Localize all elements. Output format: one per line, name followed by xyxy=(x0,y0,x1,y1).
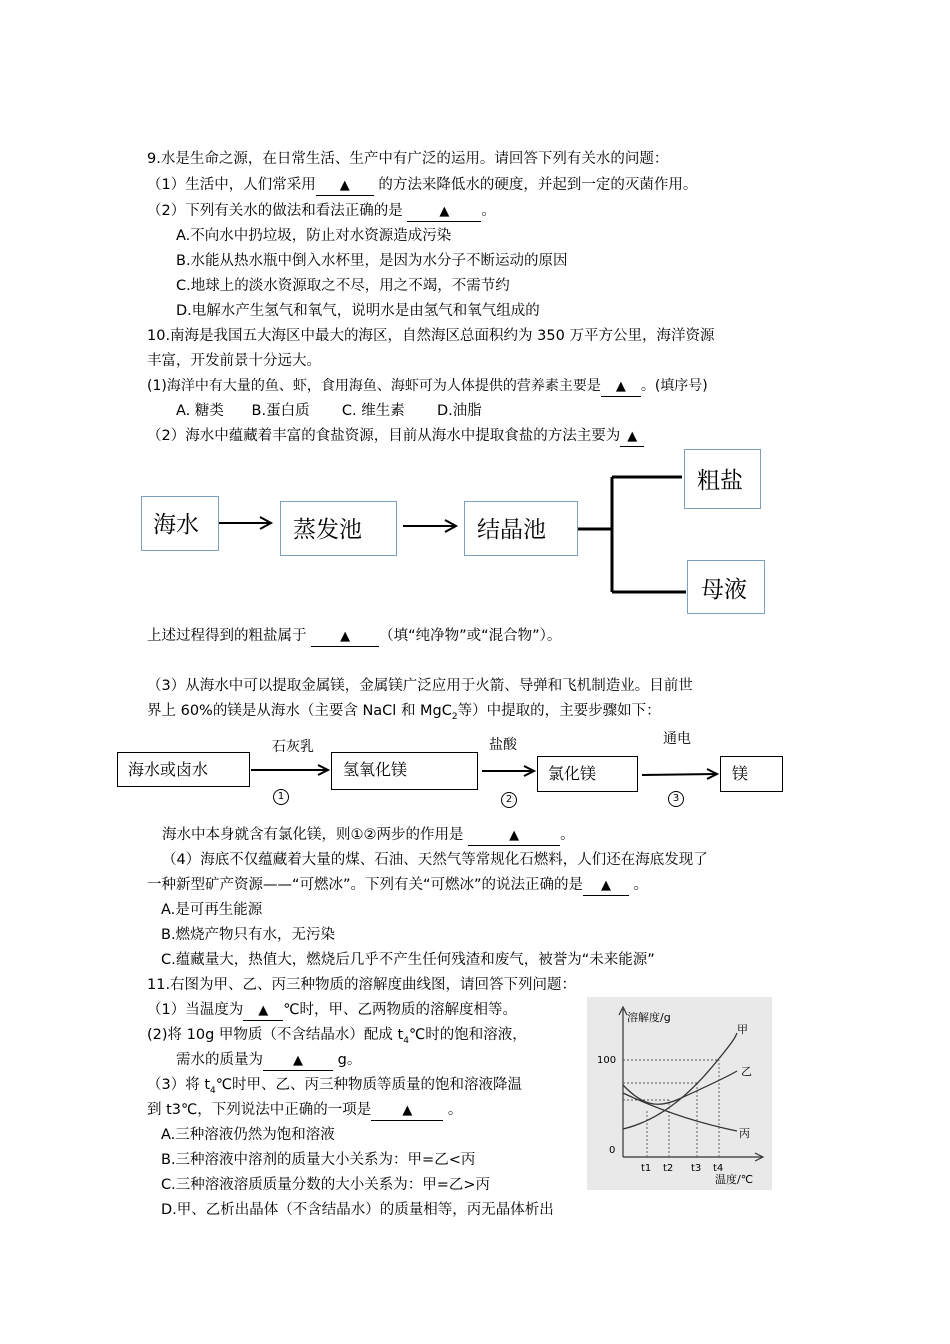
reagent-lime-milk: 石灰乳 xyxy=(272,739,314,755)
q9-option-d: D.电解水产生氢气和氧气，说明水是由氢气和氧气组成的 xyxy=(176,303,540,319)
x-axis-label: 温度/℃ xyxy=(715,1173,754,1186)
step-3-marker: 3 xyxy=(668,791,684,807)
solubility-curve-svg xyxy=(587,997,772,1190)
q9-option-c: C.地球上的淡水资源取之不尽，用之不竭，不需节约 xyxy=(176,278,510,294)
q9-stem: 9.水是生命之源，在日常生活、生产中有广泛的运用。请回答下列有关水的问题： xyxy=(147,151,669,167)
mg-box-magnesium: 镁 xyxy=(720,756,783,792)
q10-part4-option-c: C.蕴藏量大，热值大，燃烧后几乎不产生任何残渣和废气，被誉为“未来能源” xyxy=(161,952,655,968)
q10-part4-line2: 一种新型矿产资源——“可燃冰”。下列有关“可燃冰”的说法正确的是 ▲ 。 xyxy=(147,875,648,896)
y-axis-label: 溶解度/g xyxy=(627,1011,671,1024)
answer-blank-q11-1[interactable]: ▲ xyxy=(243,1001,283,1021)
q10-part4-line1: （4）海底不仅蕴藏着大量的煤、石油、天然气等常规化石燃料，人们还在海底发现了 xyxy=(162,852,708,868)
q10-part4-option-b: B.燃烧产物只有水，无污染 xyxy=(161,927,336,943)
q11-option-d: D.甲、乙析出晶体（不含结晶水）的质量相等，丙无晶体析出 xyxy=(161,1202,554,1218)
answer-blank-q10-2b[interactable]: ▲ xyxy=(311,627,379,647)
mg-box-seawater: 海水或卤水 xyxy=(117,752,250,787)
series-label-bing: 丙 xyxy=(739,1127,750,1140)
tick-t4: t4 xyxy=(713,1163,724,1174)
q11-option-c: C.三种溶液溶质质量分数的大小关系为：甲=乙>丙 xyxy=(161,1177,491,1193)
q9-part2: （2）下列有关水的做法和看法正确的是 ▲ 。 xyxy=(147,201,496,222)
q11-option-b: B.三种溶液中溶剂的质量大小关系为：甲=乙<丙 xyxy=(161,1152,476,1168)
flow-box-crude-salt: 粗盐 xyxy=(684,449,761,509)
q10-part3-line1: （3）从海水中可以提取金属镁，金属镁广泛应用于火箭、导弹和飞机制造业。目前世 xyxy=(147,678,693,694)
q11-part1: （1）当温度为 ▲ ℃时，甲、乙两物质的溶解度相等。 xyxy=(147,1000,517,1021)
reagent-electrolysis: 通电 xyxy=(663,731,691,747)
q10-stem-line2: 丰富，开发前景十分远大。 xyxy=(147,353,321,369)
tick-t2: t2 xyxy=(663,1163,674,1174)
q10-stem-line1: 10.南海是我国五大海区中最大的海区，自然海区总面积约为 350 万平方公里，海洋资源 xyxy=(147,328,715,344)
answer-blank-q10-4[interactable]: ▲ xyxy=(583,876,629,896)
q10-part2b: 上述过程得到的粗盐属于 ▲ （填“纯净物”或“混合物”）。 xyxy=(147,626,561,647)
tick-t1: t1 xyxy=(641,1163,652,1174)
q9-option-a: A.不向水中扔垃圾，防止对水资源造成污染 xyxy=(176,228,452,244)
q9-part1: （1）生活中，人们常采用 ▲ 的方法来降低水的硬度，并起到一定的灭菌作用。 xyxy=(147,175,697,196)
series-label-yi: 乙 xyxy=(741,1065,752,1078)
q10-part3b: 海水中本身就含有氯化镁，则①②两步的作用是 ▲ 。 xyxy=(162,825,575,846)
q11-part2-line1: (2)将 10g 甲物质（不含结晶水）配成 $t_4℃$时的饱和溶液， xyxy=(147,1027,527,1046)
q10-part2: （2）海水中蕴藏着丰富的食盐资源，目前从海水中提取食盐的方法主要为 ▲ xyxy=(147,426,644,447)
answer-blank-q11-3[interactable]: ▲ xyxy=(371,1101,443,1121)
q10-part4-option-a: A.是可再生能源 xyxy=(161,902,263,918)
answer-blank-q10-1[interactable]: ▲ xyxy=(601,377,641,397)
flow-box-seawater: 海水 xyxy=(141,496,219,551)
q10-part1: (1)海洋中有大量的鱼、虾，食用海鱼、海虾可为人体提供的营养素主要是 ▲ 。(填序号) xyxy=(147,376,708,397)
answer-blank-q9-1[interactable]: ▲ xyxy=(316,176,374,196)
tick-t3: t3 xyxy=(691,1163,702,1174)
flow-box-mother-liquor: 母液 xyxy=(687,560,765,614)
mg-box-mg-chloride: 氯化镁 xyxy=(537,756,638,792)
answer-blank-q9-2[interactable]: ▲ xyxy=(407,202,481,222)
q11-option-a: A.三种溶液仍然为饱和溶液 xyxy=(161,1127,335,1143)
q10-part1-options: A. 糖类 B.蛋白质 C. 维生素 D.油脂 xyxy=(176,403,482,419)
q11-part2-line2: 需水的质量为 ▲ g。 xyxy=(176,1050,361,1071)
q11-part3-line2: 到 t3℃，下列说法中正确的一项是 ▲ 。 xyxy=(147,1100,462,1121)
step-1-marker: 1 xyxy=(273,789,289,805)
flow-box-evaporation-pond: 蒸发池 xyxy=(280,501,397,556)
reagent-hydrochloric-acid: 盐酸 xyxy=(489,737,517,753)
answer-blank-q11-2[interactable]: ▲ xyxy=(263,1051,333,1071)
arrow-step3 xyxy=(642,774,716,775)
tick-100: 100 xyxy=(597,1055,617,1066)
q10-part3-line2: 界上 60%的镁是从海水（主要含 NaCl 和 MgC$_2$等）中提取的，主要步骤如下： xyxy=(147,703,661,722)
q11-part3-line1: （3）将 $t_4℃$时甲、乙、丙三种物质等质量的饱和溶液降温 xyxy=(147,1077,523,1096)
step-2-marker: 2 xyxy=(501,792,517,808)
q9-option-b: B.水能从热水瓶中倒入水杯里，是因为水分子不断运动的原因 xyxy=(176,253,568,269)
curve-jia xyxy=(623,1033,737,1129)
flow-box-crystallization-pond: 结晶池 xyxy=(464,501,578,556)
mg-box-mg-hydroxide: 氢氧化镁 xyxy=(331,752,478,790)
answer-blank-q10-3[interactable]: ▲ xyxy=(468,826,560,846)
series-label-jia: 甲 xyxy=(737,1023,748,1036)
origin-label: 0 xyxy=(609,1145,616,1156)
solubility-curve-figure xyxy=(587,997,772,1190)
answer-blank-q10-2[interactable]: ▲ xyxy=(620,427,644,447)
q11-stem: 11.右图为甲、乙、丙三种物质的溶解度曲线图，请回答下列问题： xyxy=(147,977,577,993)
